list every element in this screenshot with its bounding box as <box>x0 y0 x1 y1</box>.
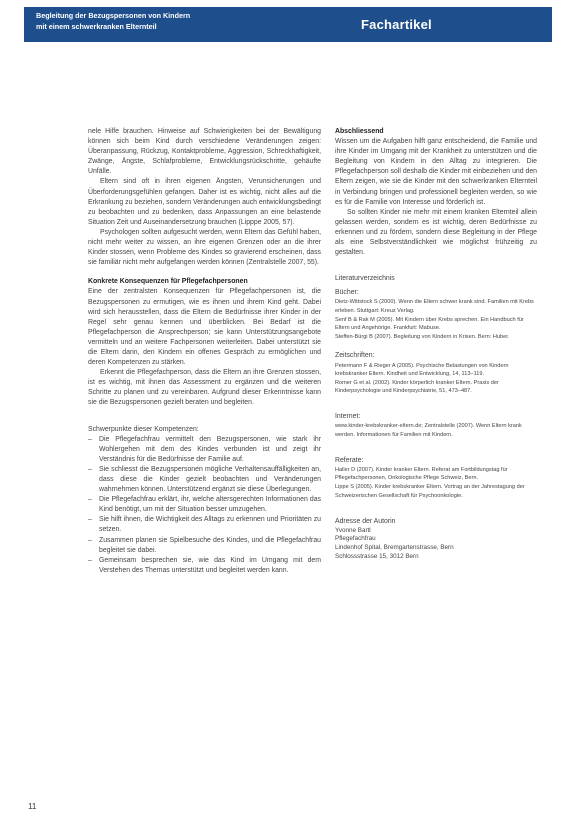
address-line: Yvonne Bartl <box>335 526 371 534</box>
reference-item: Lippe S (2005). Kinder krebskranker Eltern. Vortrag an der Jahrestagung der Schweizerischen Gesellschaft für Psychoonkologie. <box>335 484 525 499</box>
consequences-list <box>88 435 321 576</box>
list-item: – Die Pflegefachfrau erklärt, ihr, welche altersgerechten Informationen das Kind benötigt, um mit der Situation besser umzugehen. <box>88 495 321 515</box>
reference-item: Dietz-Wittstock S (2000). Wenn die Eltern schwer krank sind. Familien mit Krebs erleben. Stuttgart: Kreuz Verlag. <box>335 299 534 314</box>
list-item: – Sie schliesst die Bezugspersonen mögliche Verhaltensauffälligkeiten an, dass diese die Kinder gezielt beobachten und Veränderungen wahrnehmen können. Unterstützend ergänzt sie diese Überlegungen. <box>88 465 321 495</box>
left-paragraph-1: nele Hilfe brauchen. Hinweise auf Schwierigkeiten bei der Bewältigung können sich beim Kind durch verschiedene Veränderungen zeigen: Überanpassung, Rückzug, Kontaktprobleme, Aggression, Schreckhaftigkeit, Zwänge, Ängste, Schlafprobleme, Entwicklungsrückschritte, gehäufte Unfälle. <box>88 128 321 176</box>
header-category: Fachartikel <box>361 17 432 32</box>
left-paragraph-3: Psychologen sollten aufgesucht werden, wenn Eltern das Gefühl haben, nicht mehr weiter zu wissen, an ihre eigenen Grenzen oder an die ihrer Kinder stossen, wenn Probleme des Kindes so gravierend erscheinen, dass sie familiär nicht mehr aufgefangen werden können (Zentralstelle 2007, 55). <box>88 228 321 267</box>
list-item: – Gemeinsam besprechen sie, wie das Kind im Umgang mit dem Verstehen des Themas unterstützt und begleitet werden kann. <box>88 556 321 576</box>
left-paragraph-2: Eltern sind oft in ihren eigenen Ängsten, Verunsicherungen und Überforderungsgefühlen gefangen. Daher ist es wichtig, nicht alles auf die Erkrankung zu beziehen, sondern Veränderungen auch entwicklungsbedingt zu beobachten und zu bedenken, dass Anpassungen an eine belastende Situation Zeit und Auseinandersetzung brauchen (Lipppe 2005, 57). <box>88 178 321 226</box>
reference-item: Haller D (2007). Kinder kranker Eltern. Referat am Fortbildungstag für Pflegefachpersonen, Onkologische Pflege Schweiz, Bern. <box>335 466 508 482</box>
address-line: Pflegefachfrau <box>335 535 376 543</box>
right-paragraph-1: Wissen um die Aufgaben hilft ganz entscheidend, die Familie und ihre Kinder im Umgang mit der Krankheit zu unterstützen und die Begleitung von Kindern in den Alltag zu integrieren. Die Pflegefachperson soll deshalb die Kinder mit einbeziehen und den Eltern zeigen, wie sie die Kinder mit den schwerkranken Elternteil in Verbindung bringen und professionell begleiten werden, so wie es für die Familie von Interesse und förderlich ist. <box>335 138 537 206</box>
left-paragraph-5: Erkennt die Pflegefachperson, dass die Eltern an ihre Grenzen stossen, ist es wichtig, mit ihnen das Assessment zu ergänzen und die weiteren Schritte zu planen und zu vereinbaren. Aufgrund dieser Erkenntnisse kann sie die Bezugspersonen gezielt beraten und begleiten. <box>88 369 321 407</box>
internet-label: Internet: <box>335 413 361 421</box>
left-paragraph-4: Eine der zentralsten Konsequenzen für Pflegefachpersonen ist, die Bezugspersonen zu ermutigen, wie es ihnen und ihrem Kind geht. Dabei wird sich herausstellen, dass die Eltern die Bedürfnisse ihrer Kinder in der Regel sehr genau kennen und überblicken. Bei Bedarf ist die Pflegefachperson die Ansprechperson; sie kann Unterstützungsangebote vermitteln und an weitere Fachpersonen weiterleiten. Dabei unterstützt sie die Eltern darin, den Kindern ein offenes Gespräch zu ermöglichen und deren Kompetenzen zu stärken. <box>88 288 321 367</box>
list-item: – Die Pflegefachfrau vermittelt den Bezugspersonen, wie stark ihr Wohlergehen mit dem des Kindes verbunden ist und zeigt ihr Verständnis für die Bedürfnisse der Familie auf. <box>88 435 321 465</box>
books-list <box>335 298 537 341</box>
reference-item: Romer G et al. (2002). Kinder körperlich kranker Eltern. Praxis der Kinderpsychologie und Kinderpsychiatrie, 51, 473–487. <box>335 379 499 395</box>
header-bar <box>24 7 552 42</box>
reference-item: Steffen-Bürgi B (2007). Begleitung von Kindern in Krisen. Bern: Huber. <box>335 334 510 341</box>
right-column <box>335 127 537 561</box>
section-heading-consequences: Konkrete Konsequenzen für Pflegefachpersonen <box>88 278 248 286</box>
literature-heading: Literaturverzeichnis <box>335 275 395 283</box>
header-title-line-2: mit einem schwerkranken Elternteil <box>36 21 157 31</box>
journals-list <box>335 362 537 396</box>
references-label: Referate: <box>335 456 364 464</box>
journals-label: Zeitschriften: <box>335 352 375 360</box>
header-title-line-1: Begleitung der Bezugspersonen von Kindern <box>36 11 191 20</box>
reference-item: www.kinder-krebskranker-eltern.de; Zentralstelle (2007). Wenn Eltern krank werden. Informationen für Familien mit Kindern. <box>335 423 522 438</box>
left-column <box>88 127 321 576</box>
page-number: 11 <box>28 802 37 811</box>
internet-list <box>335 422 537 438</box>
header-title <box>36 11 190 32</box>
list-item: – Sie hilft ihnen, die Wichtigkeit des Alltags zu erkennen und Prioritäten zu setzen. <box>88 515 321 535</box>
address-line: Lindenhof Spital, Bremgartenstrasse, Bern <box>335 544 454 552</box>
books-label: Bücher: <box>335 289 359 297</box>
address-line: Schlossstrasse 15, 3012 Bern <box>335 552 419 560</box>
right-paragraph-2: So sollten Kinder nie mehr mit einem kranken Elternteil allein gelassen werden, sondern es ist wichtig, deren Bedürfnisse zu erkennen und zu fördern, sondern diese Begleitung in der Pflege als eine Selbstverständlichkeit wie möglichst frühzeitig zu gestalten. <box>335 208 537 257</box>
reference-item: Senf B & Rak M (2005). Mit Kindern über Krebs sprechen. Ein Handbuch für Eltern und Angehörige. Frankfurt: Mabuse. <box>335 316 524 332</box>
section-heading-conclusion: Abschliessend <box>335 128 384 135</box>
list-intro: Schwerpunkte dieser Kompetenzen: <box>88 425 199 433</box>
list-item: – Zusammen planen sie Spielbesuche des Kindes, und die Pflegefachfrau begleitet sie dabei. <box>88 536 321 556</box>
references-list <box>335 466 537 500</box>
address-label: Adresse der Autorin <box>335 517 396 525</box>
reference-item: Petermann F & Rieger A (2005). Psychische Belastungen von Kindern krebskranker Eltern. Kindheit und Entwicklung, 14, 113–119. <box>335 362 509 377</box>
